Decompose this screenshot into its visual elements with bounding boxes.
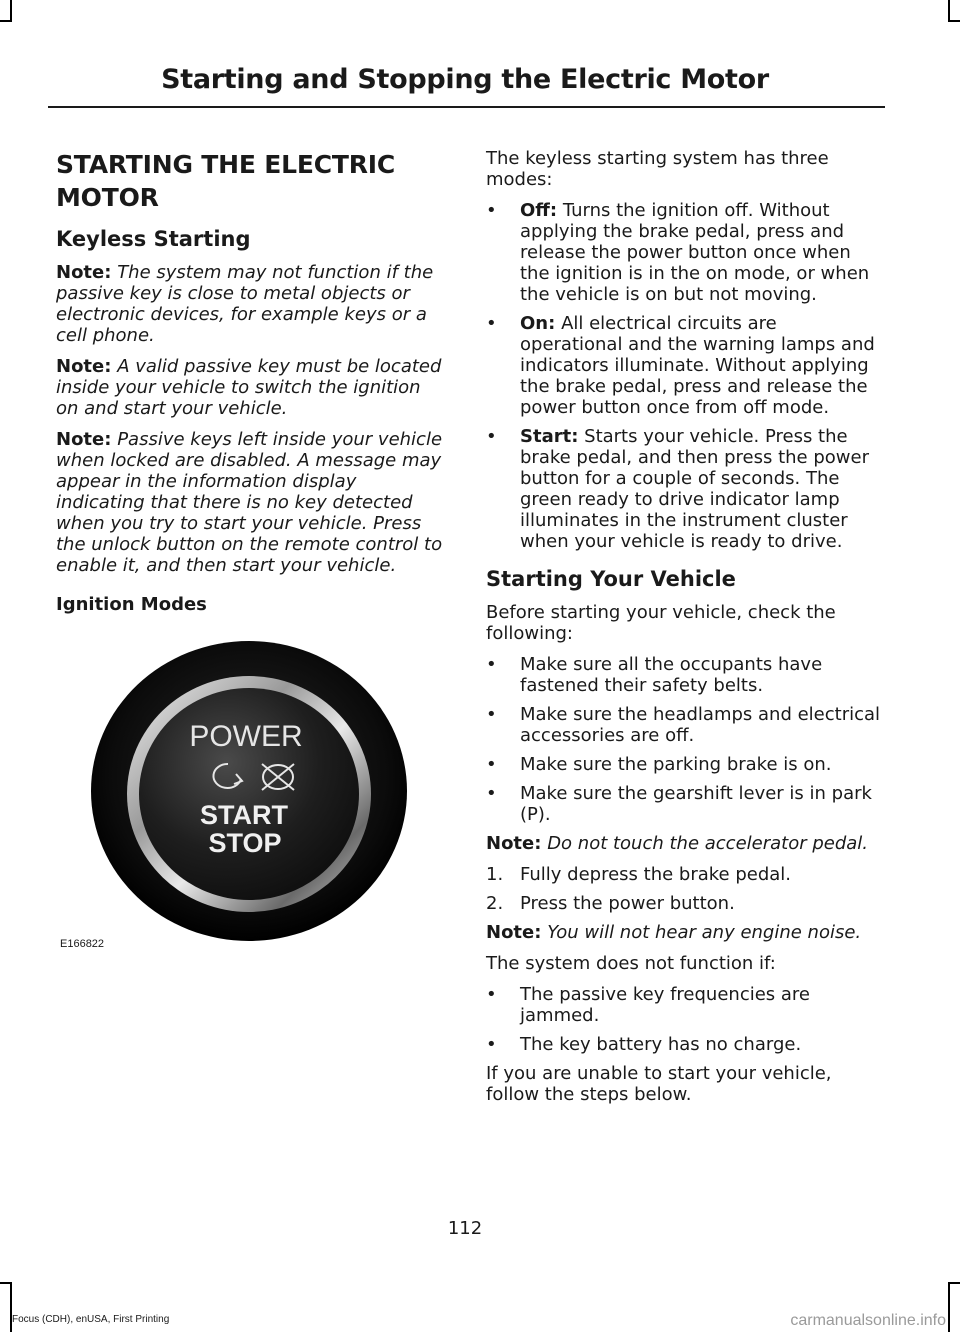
crop-mark [0, 20, 12, 22]
step-text: Press the power button. [520, 893, 735, 914]
bullet-marker: • [486, 704, 497, 725]
note-label: Note: [56, 262, 112, 283]
note-text: The system may not function if the passive key is close to metal objects or electronic devices, for example keys or a cell phone. [56, 262, 434, 346]
watermark: carmanualsonline.info [790, 1312, 946, 1329]
list-item [486, 654, 881, 696]
header-rule [48, 106, 885, 108]
list-item [486, 783, 881, 825]
note-label: Note: [56, 356, 112, 377]
step-text: Fully depress the brake pedal. [520, 864, 792, 885]
crop-mark [948, 0, 950, 20]
checklist-text: Make sure the parking brake is on. [520, 754, 832, 775]
mode-label: Start: [520, 426, 579, 447]
bullet-marker: • [486, 783, 497, 804]
list-item [486, 313, 881, 418]
page-number: 112 [447, 1218, 483, 1239]
bullet-marker: • [486, 426, 497, 447]
edition-footer: Focus (CDH), enUSA, First Printing [12, 1314, 170, 1325]
note-text: You will not hear any engine noise. [547, 922, 862, 943]
list-item [486, 754, 881, 775]
checklist-intro: Before starting your vehicle, check the following: [486, 602, 836, 644]
start-label: START [200, 800, 288, 830]
figure-id: E166822 [60, 938, 105, 950]
checklist [486, 654, 881, 825]
note-paragraph [56, 262, 448, 346]
right-column [486, 148, 881, 1115]
steps-list [486, 864, 881, 914]
bullet-marker: • [486, 200, 497, 221]
bullet-marker: • [486, 1034, 497, 1055]
note-text: A valid passive key must be located inside your vehicle to switch the ignition on and start your vehicle. [56, 356, 442, 419]
stop-label: STOP [208, 828, 282, 858]
note-paragraph [486, 922, 881, 943]
mode-text: Turns the ignition off. Without applying the brake pedal, press and release the power button once when the ignition is in the on mode, or when the vehicle is on but not moving. [520, 200, 870, 305]
note-paragraph [486, 833, 881, 854]
crop-mark [948, 1282, 950, 1332]
list-item [486, 704, 881, 746]
list-item [486, 893, 881, 914]
failure-text: The key battery has no charge. [520, 1034, 802, 1055]
figure-heading: Ignition Modes [56, 594, 207, 615]
note-text: Do not touch the accelerator pedal. [547, 833, 869, 854]
failure-text: The passive key frequencies are jammed. [520, 984, 811, 1026]
power-button-illustration [56, 634, 448, 954]
failure-list [486, 984, 881, 1055]
power-button-graphic [56, 634, 448, 954]
checklist-text: Make sure the headlamps and electrical accessories are off. [520, 704, 881, 746]
failure-intro: The system does not function if: [486, 953, 776, 974]
bullet-marker: • [486, 313, 497, 334]
note-paragraph [56, 356, 448, 419]
note-text: Passive keys left inside your vehicle when locked are disabled. A message may appear in the information display indicating that there is no key detected when you try to start your vehicle. Press the unlock button on the remote control to enable it, and then start your vehicle. [56, 429, 443, 576]
checklist-text: Make sure the gearshift lever is in park (P). [520, 783, 872, 825]
mode-label: Off: [520, 200, 558, 221]
section-heading: STARTING THE ELECTRIC MOTOR [56, 150, 396, 212]
list-item [486, 1034, 881, 1055]
note-paragraph [56, 429, 448, 576]
step-number: 2. [486, 893, 504, 914]
bullet-marker: • [486, 984, 497, 1005]
checklist-text: Make sure all the occupants have fastened their safety belts. [520, 654, 823, 696]
power-label: POWER [189, 720, 303, 753]
crop-mark [948, 20, 960, 22]
crop-mark [948, 1282, 960, 1284]
page-header-title: Starting and Stopping the Electric Motor [161, 64, 769, 95]
step-number: 1. [486, 864, 504, 885]
modes-intro: The keyless starting system has three modes: [486, 148, 829, 190]
crop-mark [10, 0, 12, 20]
note-label: Note: [486, 922, 542, 943]
bullet-marker: • [486, 654, 497, 675]
bullet-marker: • [486, 754, 497, 775]
crop-mark [0, 1282, 12, 1284]
list-item [486, 426, 881, 552]
mode-text: All electrical circuits are operational and the warning lamps and indicators illuminate. Without applying the brake pedal, press and release the power button once from off mode. [520, 313, 875, 418]
note-label: Note: [486, 833, 542, 854]
list-item [486, 864, 881, 885]
list-item [486, 200, 881, 305]
closing-paragraph: If you are unable to start your vehicle, follow the steps below. [486, 1063, 832, 1105]
note-label: Note: [56, 429, 112, 450]
list-item [486, 984, 881, 1026]
mode-text: Starts your vehicle. Press the brake pedal, and then press the power button for a couple of seconds. The green ready to drive indicator lamp illuminates in the instrument cluster when your vehicle is ready to drive. [520, 426, 869, 552]
modes-list [486, 200, 881, 552]
subsection-heading: Starting Your Vehicle [486, 567, 736, 591]
mode-label: On: [520, 313, 556, 334]
subsection-heading: Keyless Starting [56, 227, 251, 251]
left-column [56, 148, 448, 626]
